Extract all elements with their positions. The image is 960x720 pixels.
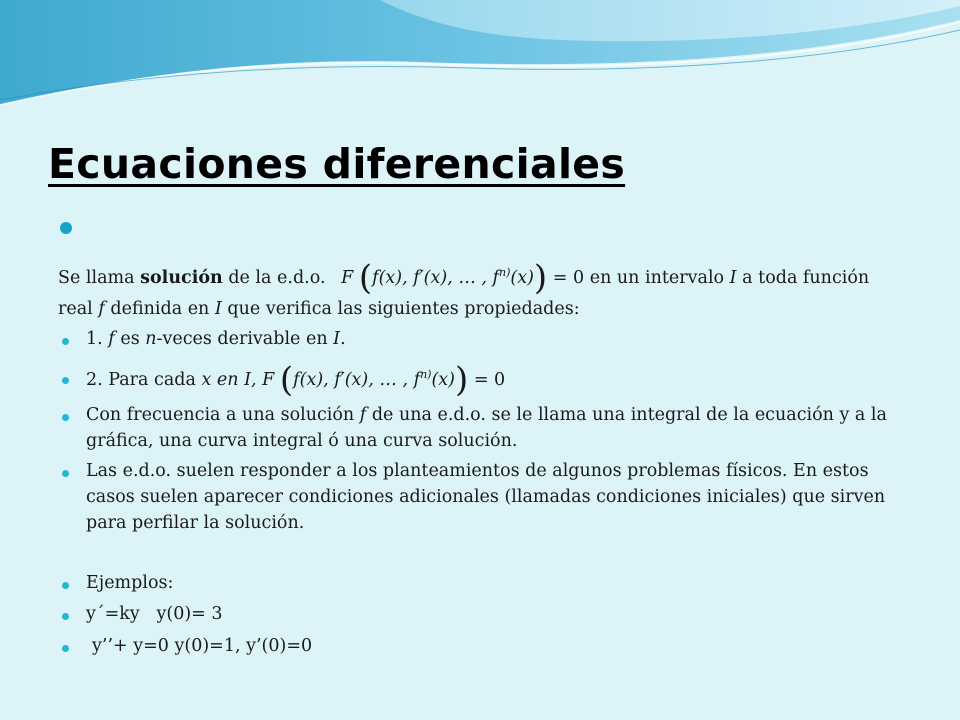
paren-close: ) — [533, 257, 548, 298]
bullet-icon — [62, 645, 69, 652]
bullet-icon — [62, 377, 69, 384]
bullet-dot-icon — [60, 222, 72, 234]
example-1: y´=ky y(0)= 3 — [86, 604, 223, 624]
item2-var-x: x en I, F — [201, 369, 275, 390]
definition-line-2 — [58, 299, 580, 319]
paren-open: ( — [358, 257, 373, 298]
formula-sup: n) — [499, 266, 511, 279]
item1-var-f: f — [108, 329, 115, 349]
item4-text-b: casos suelen aparecer condiciones adicionales (llamadas condiciones iniciales) que sirven — [86, 487, 886, 507]
var-f: f — [98, 299, 105, 319]
paren-close: ) — [454, 359, 469, 400]
definition-text-g: que verifica las siguientes propiedades: — [227, 299, 580, 319]
definition-text-f: definida en — [110, 299, 210, 319]
list-item-4-line-2 — [86, 487, 885, 507]
item1-text-a: es — [120, 329, 140, 349]
item2-formula-tail: (x) — [431, 369, 455, 390]
bullet-icon — [62, 414, 69, 421]
item4-text-a: Las e.d.o. suelen responder a los planteamientos de algunos problemas físicos. En estos — [86, 461, 869, 481]
examples-heading: Ejemplos: — [86, 573, 174, 593]
formula-F: F — [341, 267, 354, 288]
item1-num: 1. — [86, 329, 103, 349]
item3-text-a: Con frecuencia a una solución — [86, 405, 355, 425]
item3-text-b: de una e.d.o. se le llama una integral de la ecuación y a la — [371, 405, 887, 425]
item2-formula-sup: n) — [420, 368, 432, 381]
item1-var-n: n — [145, 329, 157, 349]
definition-text-e: real — [58, 299, 93, 319]
formula-eq: = 0 — [552, 267, 585, 288]
item1-text-b: -veces derivable en — [156, 329, 328, 349]
var-I-2: I — [214, 299, 222, 319]
definition-line-1 — [58, 257, 870, 298]
item2-formula-eq: = 0 — [473, 369, 506, 390]
var-I: I — [729, 267, 737, 288]
definition-text-d: a toda función — [742, 267, 870, 288]
bullet-icon — [62, 582, 69, 589]
list-item-4-line-3 — [86, 513, 304, 533]
item1-end: . — [340, 329, 346, 349]
definition-text-a: Se llama — [58, 267, 141, 288]
definition-text-b: de la e.d.o. — [222, 267, 326, 288]
bullet-icon — [62, 338, 69, 345]
example-2: y’’+ y=0 y(0)=1, y’(0)=0 — [92, 636, 313, 656]
item3-text-c: gráfica, una curva integral ó una curva solución. — [86, 431, 518, 451]
item3-var-f: f — [359, 405, 367, 425]
list-item-3-line-1 — [86, 405, 887, 425]
definition-text-c: en un intervalo — [589, 267, 725, 288]
paren-open: ( — [279, 359, 294, 400]
bullet-icon — [62, 470, 69, 477]
list-item-3-line-2 — [86, 431, 517, 451]
formula-inner: f(x), f′(x), … , f — [372, 267, 499, 288]
header-wave-decoration — [0, 0, 960, 120]
list-item-2 — [86, 359, 506, 400]
list-item-1 — [86, 329, 346, 349]
list-item-4-line-1 — [86, 461, 869, 481]
item1-var-I: I — [333, 329, 341, 349]
definition-bold-solution: solución — [140, 267, 223, 288]
formula-tail: (x) — [510, 267, 534, 288]
item2-formula-inner: f(x), f′(x), … , f — [293, 369, 421, 390]
item2-text: 2. Para cada — [86, 369, 196, 390]
bullet-icon — [62, 613, 69, 620]
slide-title: Ecuaciones diferenciales — [48, 140, 626, 188]
item4-text-c: para perfilar la solución. — [86, 513, 305, 533]
